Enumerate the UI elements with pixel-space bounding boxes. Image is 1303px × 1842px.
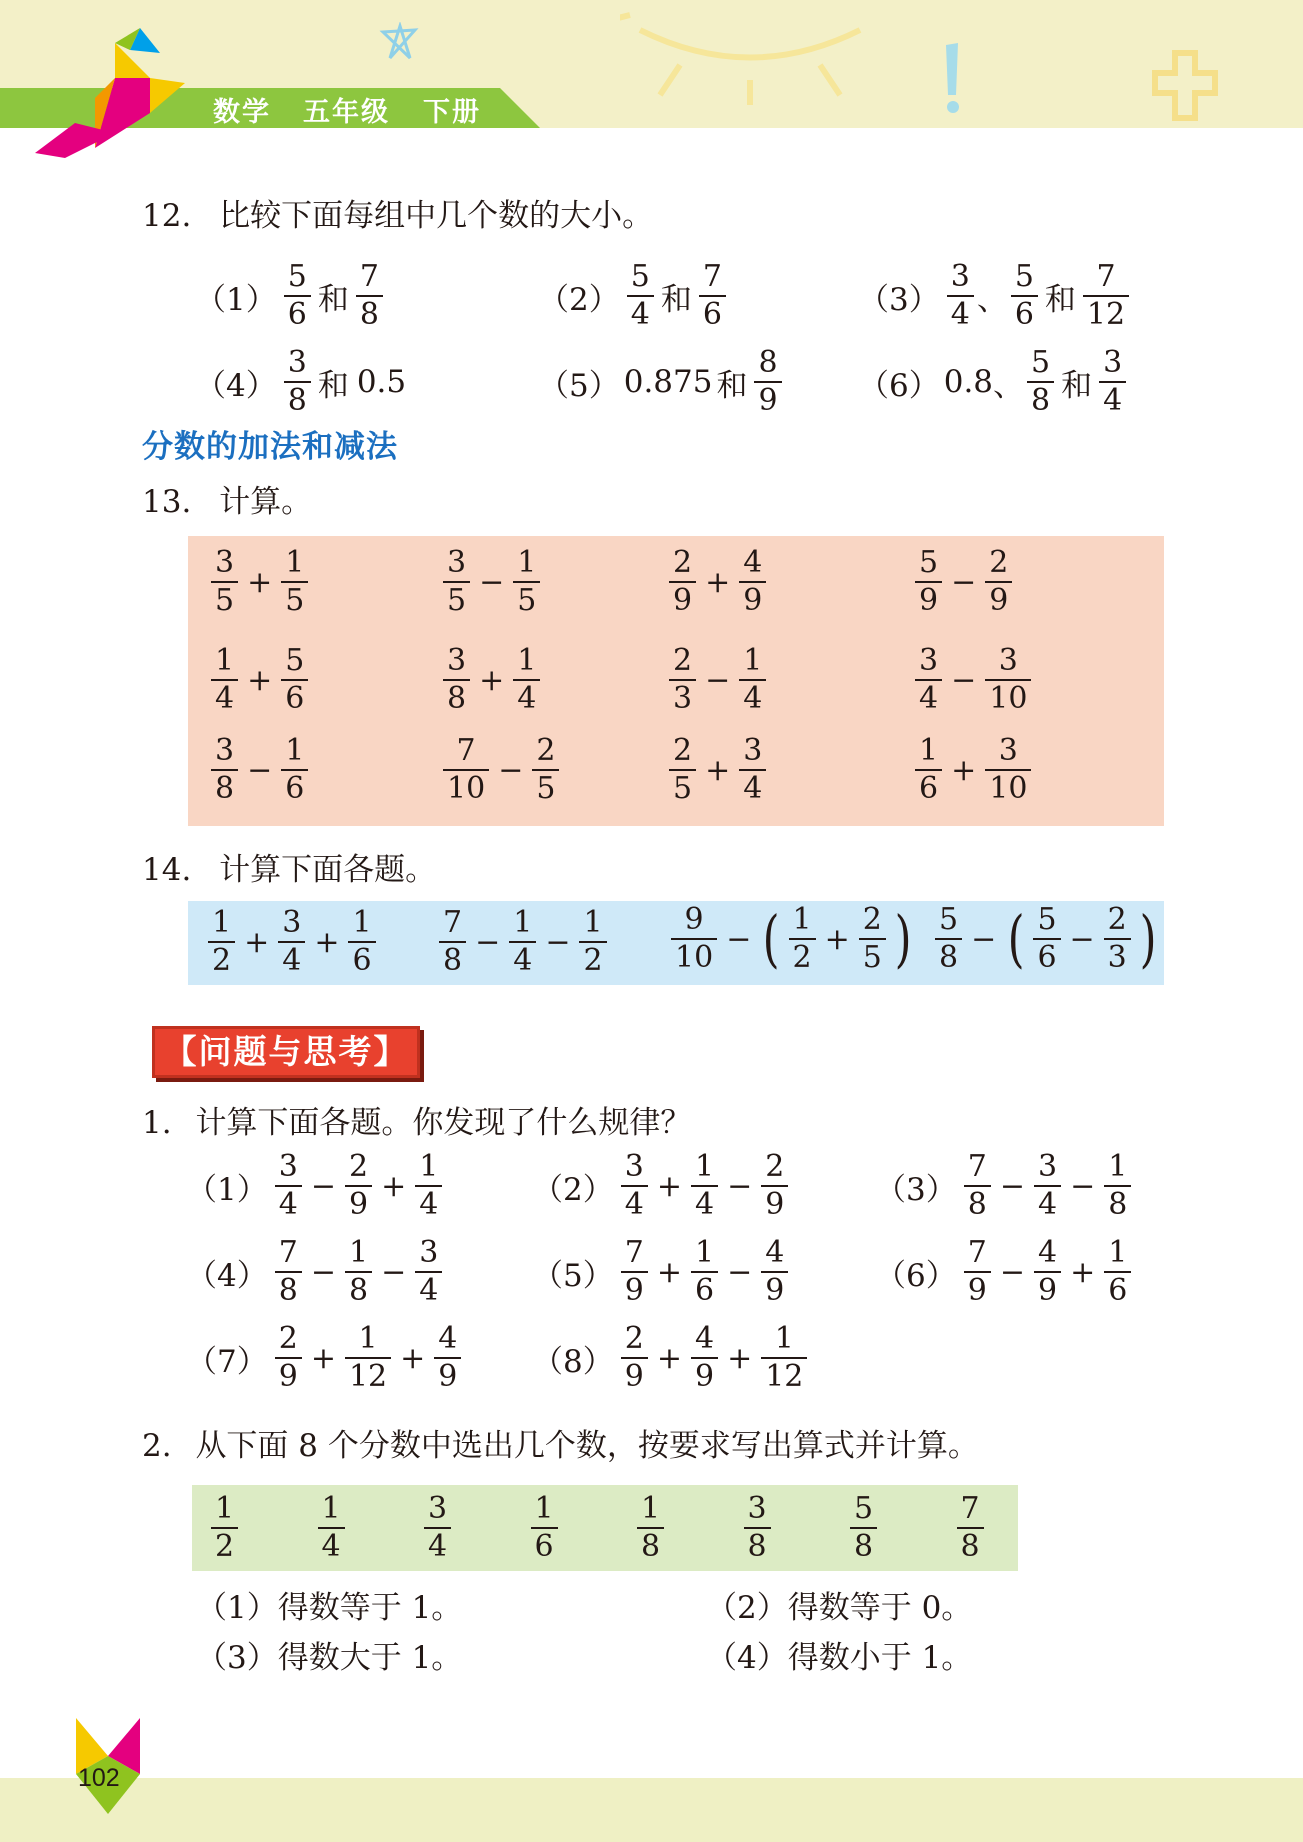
- fraction: 5 8: [1027, 348, 1054, 416]
- operator: +: [400, 1340, 426, 1376]
- operator: −: [727, 1168, 753, 1204]
- fraction: $\frac{1}{6}$: [1104, 1238, 1131, 1306]
- fraction: $\frac{4}{9}$: [761, 1238, 788, 1306]
- p2-heading: [142, 1426, 979, 1466]
- fraction: $\frac{1}{4}$: [513, 646, 540, 714]
- plus-doodle-icon: [1150, 48, 1220, 123]
- fraction: 3 8: [211, 736, 238, 804]
- fraction: 7 9: [621, 1238, 648, 1306]
- fraction: 7 6: [699, 262, 726, 330]
- p2-requirement-3: （3）得数大于 1。: [196, 1640, 463, 1676]
- operator: +: [951, 752, 977, 788]
- and-word: 和: [317, 281, 349, 318]
- separator: 、: [976, 281, 1008, 318]
- fraction: $\frac{1}{12}$: [345, 1324, 391, 1392]
- p1-item-number: （3）: [875, 1171, 957, 1208]
- q13-text: 计算。: [219, 484, 313, 520]
- fraction: 3 4: [1099, 348, 1126, 416]
- q13-expression: [440, 733, 562, 806]
- operator: −: [951, 564, 977, 600]
- q13-expression: [666, 733, 769, 806]
- and-word: 和: [317, 367, 349, 404]
- p1-item-number: （5）: [532, 1257, 614, 1294]
- operator: +: [479, 662, 505, 698]
- fraction: 1 6: [531, 1494, 558, 1562]
- and-word: 和: [716, 367, 748, 404]
- fraction: $\frac{5}{6}$: [281, 646, 308, 714]
- q12-item-number: （1）: [195, 281, 277, 318]
- operator: −: [1070, 1168, 1096, 1204]
- operator: −: [310, 1168, 336, 1204]
- q14-expression-2: 7 8 − $\frac{1}{4}$ − $\frac{1}{2}$: [436, 908, 610, 976]
- fraction: 5 6: [1011, 262, 1038, 330]
- fraction: 3 8: [443, 646, 470, 714]
- p2-fraction-item: [421, 1491, 454, 1564]
- operator: +: [656, 1168, 682, 1204]
- operator: +: [656, 1254, 682, 1290]
- decimal-value: 0.875: [623, 364, 713, 400]
- fraction: 3 8: [744, 1494, 771, 1562]
- q12-item-number: （4）: [195, 367, 277, 404]
- p2-fraction-item: [847, 1491, 880, 1564]
- fraction: 2 9: [621, 1324, 648, 1392]
- p2-number: 2.: [142, 1428, 172, 1464]
- operator: +: [247, 662, 273, 698]
- fraction: 7 8: [964, 1152, 991, 1220]
- tangram-logo-icon: [35, 28, 185, 158]
- q12-item-number: （2）: [538, 281, 620, 318]
- fraction: $\frac{1}{4}$: [739, 646, 766, 714]
- operator: +: [705, 564, 731, 600]
- q12-item-1: [195, 259, 386, 332]
- fraction: $\frac{2}{9}$: [985, 548, 1012, 616]
- fraction: 8 9: [754, 348, 781, 416]
- fraction: $\frac{2}{9}$: [761, 1152, 788, 1220]
- operator: +: [310, 1340, 336, 1376]
- p2-text: 从下面 8 个分数中选出几个数，按要求写出算式并计算。: [195, 1428, 979, 1464]
- fraction: 5 9: [915, 548, 942, 616]
- p1-item-number: （6）: [875, 1257, 957, 1294]
- operator: +: [1070, 1254, 1096, 1290]
- p2-fraction-item: [528, 1491, 561, 1564]
- q12-item-6: [858, 345, 1129, 418]
- fraction: 3 8: [284, 348, 311, 416]
- p1-item: [532, 1235, 791, 1308]
- q12-item-3: [858, 259, 1132, 332]
- fraction: 3 4: [275, 1152, 302, 1220]
- fraction: $\frac{4}{9}$: [434, 1324, 461, 1392]
- fraction: 3 4: [621, 1152, 648, 1220]
- operator: −: [381, 1254, 407, 1290]
- operator: +: [381, 1168, 407, 1204]
- fraction: 5 6: [284, 262, 311, 330]
- thinking-section-title: 【问题与思考】: [152, 1026, 420, 1078]
- q12-item-2: [538, 259, 729, 332]
- fraction: $\frac{2}{9}$: [345, 1152, 372, 1220]
- p2-fraction-item: [954, 1491, 987, 1564]
- operator: +: [705, 752, 731, 788]
- p1-item: [875, 1149, 1134, 1222]
- fraction: 7 10: [443, 736, 489, 804]
- fraction: $\frac{3}{4}$: [1034, 1152, 1061, 1220]
- p1-number: 1.: [142, 1105, 172, 1141]
- p2-requirement-1: （1）得数等于 1。: [196, 1590, 463, 1626]
- operator: −: [999, 1168, 1025, 1204]
- fraction: 1 8: [637, 1494, 664, 1562]
- p1-item: [186, 1321, 464, 1394]
- p2-fraction-item: [208, 1491, 241, 1564]
- p1-item: [532, 1321, 810, 1394]
- q13-number: 13.: [142, 484, 192, 520]
- p1-heading: [142, 1103, 691, 1143]
- fraction: $\frac{1}{6}$: [691, 1238, 718, 1306]
- q13-expression: [208, 545, 311, 618]
- p2-fraction-item: [741, 1491, 774, 1564]
- section-title: 分数的加法和减法: [142, 429, 398, 465]
- fraction: 3 5: [211, 548, 238, 616]
- fraction: 1 2: [211, 1494, 238, 1562]
- q12-item-5: [538, 345, 785, 418]
- star-doodle-icon: [375, 22, 425, 67]
- fraction: $\frac{2}{5}$: [532, 736, 559, 804]
- fraction: 7 9: [964, 1238, 991, 1306]
- operator: −: [951, 662, 977, 698]
- q13-heading: [142, 482, 312, 522]
- fraction: $\frac{4}{9}$: [691, 1324, 718, 1392]
- and-word: 和: [1044, 281, 1076, 318]
- p2-requirement-4: （4）得数小于 1。: [706, 1640, 973, 1676]
- fraction: $\frac{1}{8}$: [345, 1238, 372, 1306]
- p1-item-number: （7）: [186, 1343, 268, 1380]
- operator: −: [498, 752, 524, 788]
- fraction: 2 3: [669, 646, 696, 714]
- fraction: $\frac{1}{8}$: [1104, 1152, 1131, 1220]
- fraction: 2 9: [669, 548, 696, 616]
- q13-expression: [912, 545, 1015, 618]
- and-word: 和: [660, 281, 692, 318]
- p1-item-number: （2）: [532, 1171, 614, 1208]
- header-grade: 五年级: [303, 97, 390, 128]
- q14-heading: [142, 850, 436, 890]
- q13-expression: [912, 643, 1034, 716]
- operator: +: [247, 564, 273, 600]
- fraction: $\frac{1}{4}$: [415, 1152, 442, 1220]
- p1-item: [532, 1149, 791, 1222]
- fraction: $\frac{3}{4}$: [415, 1238, 442, 1306]
- fraction: 7 12: [1083, 262, 1129, 330]
- header-subject: 数学: [213, 97, 271, 128]
- q12-item-number: （3）: [858, 281, 940, 318]
- fraction: 5 8: [850, 1494, 877, 1562]
- q12-item-number: （6）: [858, 367, 940, 404]
- fraction: 7 8: [957, 1494, 984, 1562]
- q13-expression: [912, 733, 1034, 806]
- sun-decoration-icon: [620, 0, 880, 110]
- q12-number: 12.: [142, 198, 192, 234]
- q14-text: 计算下面各题。: [219, 852, 437, 888]
- q13-expression: [440, 545, 543, 618]
- header-volume: 下册: [423, 97, 481, 128]
- operator: +: [656, 1340, 682, 1376]
- q14-number: 14.: [142, 852, 192, 888]
- fraction: $\frac{4}{9}$: [1034, 1238, 1061, 1306]
- fraction: 3 4: [915, 646, 942, 714]
- fraction: 2 9: [275, 1324, 302, 1392]
- fraction: 7 8: [356, 262, 383, 330]
- q14-expression-1: 1 2 + $\frac{3}{4}$ + $\frac{1}{6}$: [205, 908, 379, 976]
- q12-text: 比较下面每组中几个数的大小。: [219, 198, 654, 234]
- p1-item-number: （8）: [532, 1343, 614, 1380]
- decimal-value: 0.5: [356, 364, 407, 400]
- fraction: $\frac{1}{4}$: [691, 1152, 718, 1220]
- p1-item: [186, 1235, 445, 1308]
- p2-fraction-item: [315, 1491, 348, 1564]
- p2-requirement-2: （2）得数等于 0。: [706, 1590, 973, 1626]
- fraction: $\frac{3}{10}$: [985, 736, 1031, 804]
- p1-item: [875, 1235, 1134, 1308]
- footer-background: [0, 1778, 1303, 1842]
- and-word: 和: [1061, 367, 1093, 404]
- exclamation-doodle-icon: [938, 40, 968, 115]
- operator: −: [247, 752, 273, 788]
- q13-expression: [666, 545, 769, 618]
- operator: −: [999, 1254, 1025, 1290]
- p1-text: 计算下面各题。你发现了什么规律？: [195, 1105, 692, 1141]
- fraction: 3 4: [424, 1494, 451, 1562]
- fraction: 7 8: [275, 1238, 302, 1306]
- fraction: $\frac{1}{12}$: [761, 1324, 807, 1392]
- operator: −: [705, 662, 731, 698]
- q12-heading: [142, 196, 653, 236]
- decimal-value: 0.8: [943, 364, 994, 400]
- operator: −: [727, 1254, 753, 1290]
- fraction: 1 4: [318, 1494, 345, 1562]
- separator: 、: [993, 367, 1025, 404]
- operator: −: [479, 564, 505, 600]
- fraction: $\frac{3}{4}$: [739, 736, 766, 804]
- fraction: 1 4: [211, 646, 238, 714]
- fraction: $\frac{1}{5}$: [513, 548, 540, 616]
- q14-expression-3: 9 10 − ( 1 2 + $\frac{2}{5}$ ): [668, 905, 917, 973]
- fraction: $\frac{1}{5}$: [281, 548, 308, 616]
- fraction: 5 4: [627, 262, 654, 330]
- q14-expression-4: 5 8 − ( 5 6 − $\frac{2}{3}$ ): [932, 905, 1162, 973]
- p2-fraction-item: [634, 1491, 667, 1564]
- fraction: 2 5: [669, 736, 696, 804]
- q13-expression: [208, 643, 311, 716]
- operator: +: [727, 1340, 753, 1376]
- p1-item-number: （1）: [186, 1171, 268, 1208]
- fraction: $\frac{1}{6}$: [281, 736, 308, 804]
- fraction: $\frac{4}{9}$: [739, 548, 766, 616]
- fraction: 1 6: [915, 736, 942, 804]
- fraction: 3 4: [947, 262, 974, 330]
- q12-item-4: [195, 345, 410, 418]
- q13-expression: [208, 733, 311, 806]
- p1-item: [186, 1149, 445, 1222]
- fraction: $\frac{3}{10}$: [985, 646, 1031, 714]
- p1-item-number: （4）: [186, 1257, 268, 1294]
- q13-expression: [440, 643, 543, 716]
- page-number: 102: [78, 1764, 120, 1792]
- operator: −: [310, 1254, 336, 1290]
- fraction: 3 5: [443, 548, 470, 616]
- q12-item-number: （5）: [538, 367, 620, 404]
- q13-expression: [666, 643, 769, 716]
